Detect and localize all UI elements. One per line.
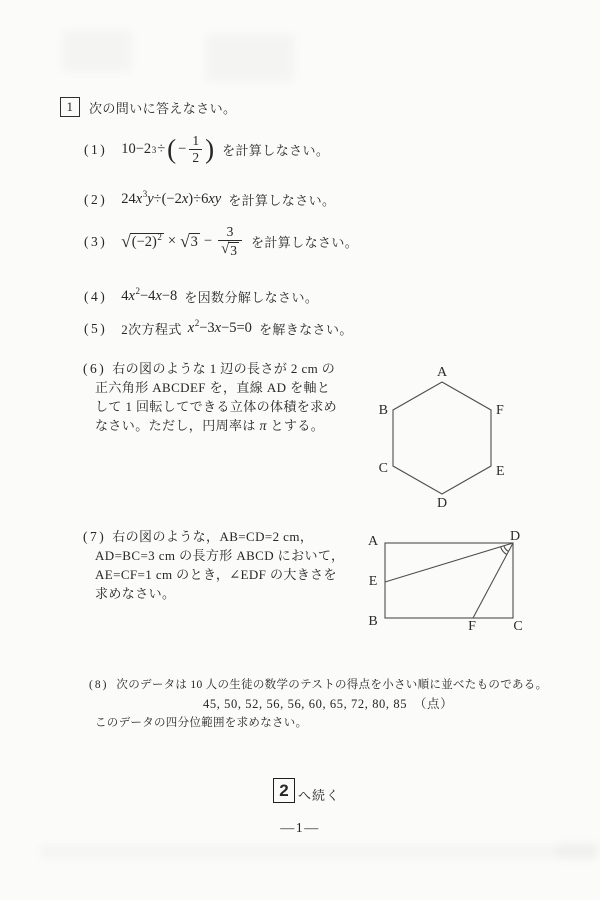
- problem-6-line2: 正六角形 ABCDEF を，直線 AD を軸と: [95, 380, 331, 395]
- problem-5: [84, 319, 353, 338]
- hexagon-label-f: F: [496, 403, 504, 418]
- problem-1: [84, 133, 329, 166]
- problem-4: [84, 287, 318, 306]
- fraction: 3 √ 3: [218, 224, 242, 259]
- radical: √ 3: [180, 230, 198, 251]
- problem-2-expression: $24x^3y\div(-2x)\div 6xy$: [121, 189, 222, 207]
- problem-7-line3: AE=CF=1 cm のとき，∠EDF の大きさを: [95, 567, 337, 582]
- section-header: [60, 97, 236, 117]
- rect-label-f: F: [468, 619, 476, 634]
- problem-3: [84, 224, 358, 259]
- scan-bleed-artifact: [40, 845, 560, 858]
- scan-bleed-artifact: [558, 843, 598, 859]
- problem-8-label: (8): [89, 679, 109, 691]
- rect-label-d: D: [509, 529, 521, 544]
- problem-4-instruction: を因数分解しなさい。: [184, 290, 319, 305]
- next-section-box: 2: [273, 778, 295, 803]
- section-title: 次の問いに答えなさい。: [89, 100, 237, 116]
- rect-label-a: A: [367, 534, 379, 549]
- continue-notice: [273, 778, 340, 803]
- problem-8: [89, 676, 564, 733]
- rect-label-c: C: [513, 619, 523, 634]
- problem-7-line1: 右の図のような，AB=CD=2 cm，: [112, 529, 314, 544]
- scan-bleed-artifact: [62, 30, 132, 72]
- problem-7-line2: AD=BC=3 cm の長方形 ABCD において，: [95, 548, 345, 563]
- problem-6-line4a: なさい。ただし，円周率は: [95, 418, 256, 433]
- problem-5-instruction: を解きなさい。: [258, 322, 353, 337]
- angle-mark-inner: [504, 546, 509, 552]
- problem-1-instruction: を計算しなさい。: [222, 143, 330, 159]
- hexagon-shape: [393, 382, 491, 494]
- problem-3-expression: √ $(-2)^2$ × √ 3 − 3 √ 3: [121, 224, 244, 259]
- page-number: ―1―: [280, 821, 320, 836]
- problem-6-label: (6): [83, 361, 107, 376]
- hexagon-label-e: E: [496, 464, 505, 479]
- problem-6: [83, 359, 383, 436]
- problem-1-expression: 10−2 3 ÷ ( − $\frac{1}{2}$ ): [121, 133, 215, 166]
- next-section-text: へ続く: [298, 788, 341, 803]
- segment-ed: [385, 543, 513, 582]
- hexagon-label-a: A: [436, 365, 448, 380]
- problem-4-label: (4): [84, 288, 108, 304]
- problem-5-label: (5): [84, 320, 108, 336]
- problem-7-label: (7): [83, 529, 107, 544]
- rectangle-figure: [363, 525, 533, 637]
- problem-6-line1: 右の図のような 1 辺の長さが 2 cm の: [112, 361, 336, 376]
- radical: √ $(-2)^2$: [121, 230, 162, 251]
- problem-2-label: (2): [84, 191, 108, 207]
- problem-8-line3: このデータの四分位範囲を求めなさい。: [95, 717, 308, 729]
- problem-1-label: (1): [84, 141, 108, 157]
- problem-6-line4b: とする。: [270, 418, 325, 433]
- scan-bleed-artifact: [205, 34, 295, 82]
- pi-symbol: π: [259, 419, 267, 434]
- rectangle-shape: [385, 543, 513, 618]
- problem-2-instruction: を計算しなさい。: [228, 193, 336, 208]
- problem-7-line4: 求めなさい。: [95, 586, 176, 601]
- problem-3-label: (3): [84, 233, 108, 249]
- hexagon-label-b: B: [378, 403, 388, 418]
- rect-label-b: B: [368, 614, 378, 629]
- hexagon-label-d: D: [436, 496, 448, 511]
- hexagon-figure: [373, 362, 523, 517]
- rect-label-e: E: [368, 574, 378, 589]
- problem-5-expression: $x^2-3x-5=0$: [187, 318, 252, 336]
- problem-6-line3: して 1 回転してできる立体の体積を求め: [95, 399, 338, 414]
- problem-5-pretext: 2次方程式: [121, 322, 182, 337]
- fraction: $\frac{1}{2}$: [189, 133, 202, 166]
- problem-8-line1: 次のデータは 10 人の生徒の数学のテストの得点を小さい順に並べたものである。: [116, 679, 548, 691]
- problem-3-instruction: を計算しなさい。: [250, 235, 359, 251]
- section-number-box: 1: [60, 97, 80, 117]
- problem-4-expression: $4x^2-4x-8$: [121, 286, 178, 304]
- angle-mark-outer: [501, 547, 507, 555]
- problem-7: [83, 527, 383, 603]
- problem-8-data-values: 45, 50, 52, 56, 56, 60, 65, 72, 80, 85 （点）: [203, 697, 454, 711]
- problem-2: [84, 190, 335, 209]
- hexagon-label-c: C: [378, 461, 388, 476]
